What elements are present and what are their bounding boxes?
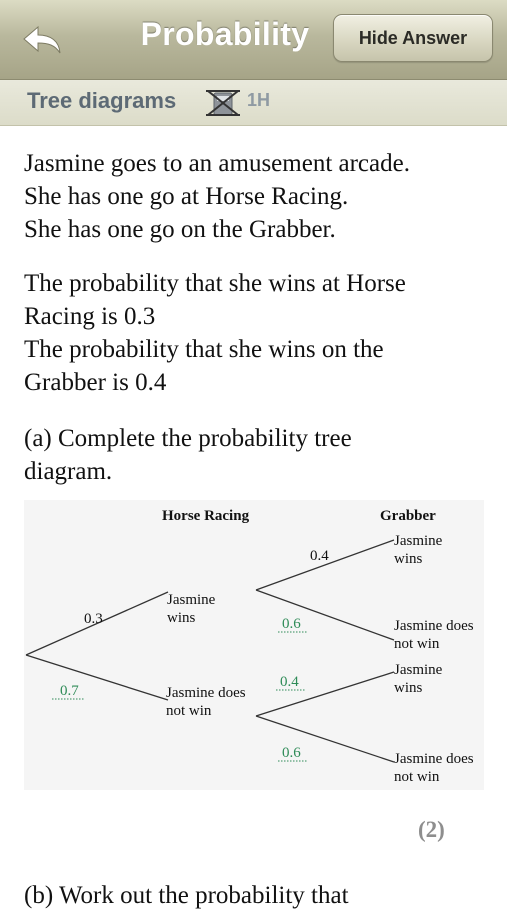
tree-heading-second: Grabber	[380, 508, 436, 524]
question-line: The probability that she wins at Horse	[24, 270, 406, 297]
back-arrow-icon	[22, 25, 64, 55]
branch-probability: 0.4	[310, 548, 329, 564]
branch-probability: 0.3	[84, 611, 103, 627]
outcome-label: not win	[394, 769, 440, 785]
outcome-label: Jasmine does	[394, 751, 474, 767]
question-line: Grabber is 0.4	[24, 369, 167, 396]
question-line: She has one go on the Grabber.	[24, 216, 336, 243]
outcome-label: Jasmine does	[394, 618, 474, 634]
outcome-label: Jasmine	[394, 662, 443, 678]
answer-probability: 0.6	[282, 745, 301, 761]
page-title: Probability	[140, 16, 310, 52]
answer-probability: 0.7	[60, 683, 79, 699]
question-part-a	[24, 422, 484, 488]
no-calculator-icon	[206, 89, 240, 117]
navigation-bar	[0, 0, 507, 80]
outcome-label: not win	[394, 636, 440, 652]
outcome-label: wins	[167, 610, 196, 626]
back-button[interactable]	[18, 20, 68, 60]
outcome-label: Jasmine	[394, 533, 443, 549]
question-probabilities	[24, 267, 484, 399]
question-line: She has one go at Horse Racing.	[24, 183, 349, 210]
question-line: The probability that she wins on the	[24, 336, 384, 363]
outcome-label: wins	[394, 551, 423, 567]
tree-heading-first: Horse Racing	[162, 508, 250, 524]
question-line: diagram.	[24, 458, 113, 485]
answer-probability: 0.4	[280, 674, 299, 690]
question-intro	[24, 147, 484, 246]
outcome-label: wins	[394, 680, 423, 696]
answer-probability: 0.6	[282, 616, 301, 632]
tier-label: 1H	[247, 90, 271, 110]
question-part-b: (b) Work out the probability that	[24, 882, 349, 909]
hide-answer-button[interactable]: Hide Answer	[333, 14, 493, 62]
outcome-label: Jasmine	[167, 592, 216, 608]
outcome-label: not win	[166, 703, 212, 719]
outcome-label: Jasmine does	[166, 685, 246, 701]
probability-tree-diagram	[24, 500, 484, 790]
question-line: Racing is 0.3	[24, 303, 156, 330]
topic-title: Tree diagrams	[27, 88, 177, 113]
marks-label: (2)	[418, 817, 445, 842]
question-line: (a) Complete the probability tree	[24, 425, 352, 452]
question-line: Jasmine goes to an amusement arcade.	[24, 150, 410, 177]
